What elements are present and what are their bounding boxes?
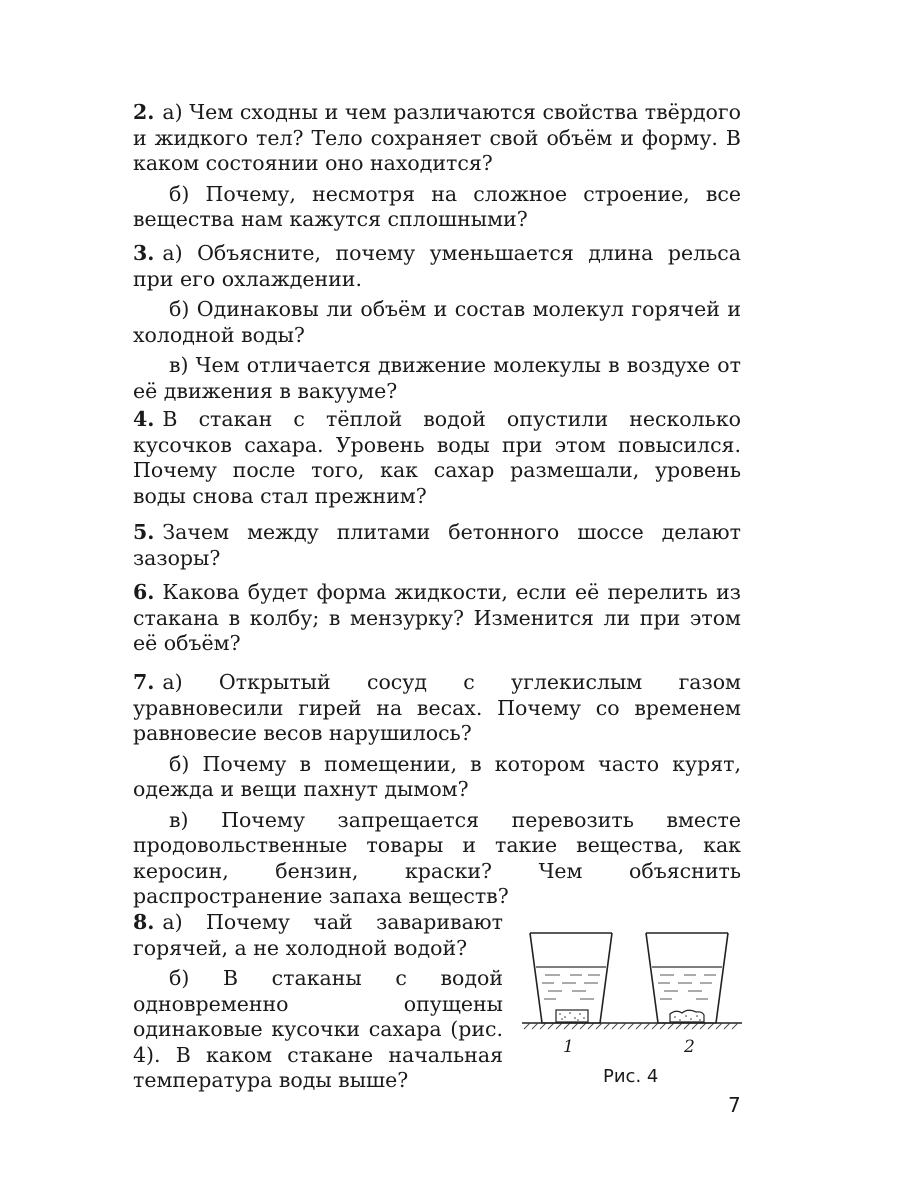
glass-1-label: 1	[563, 1037, 574, 1057]
glass-2-label: 2	[684, 1037, 695, 1057]
water-lines	[658, 975, 716, 999]
glasses-illustration	[520, 925, 745, 1050]
problem-number: 7.	[133, 670, 155, 694]
problem-7	[133, 670, 741, 910]
dissolving-sugar	[670, 1010, 704, 1022]
problem-3	[133, 241, 741, 404]
problem-6-text	[133, 580, 741, 657]
problem-number: 2.	[133, 100, 155, 124]
problem-3-part-a	[133, 241, 741, 292]
problem-number: 8.	[133, 910, 155, 934]
problem-7-part-b: б) Почему в помещении, в котором часто курят, одежда и вещи пахнут дымом?	[133, 751, 741, 801]
problem-2	[133, 100, 741, 233]
problem-text: а) Чем сходны и чем различаются свойства твёрдого и жидкого тел? Тело сохраняет свой объём и форму. В каком состоянии оно находится?	[133, 100, 741, 175]
problem-text: Какова будет форма жидкости, если её перелить из стакана в колбу; в мензурку? Изменится ли при этом её объём?	[133, 580, 741, 655]
problem-7-part-c: в) Почему запрещается перевозить вместе продовольственные товары и такие вещества, как керосин, бензин, краски? Чем объяснить распространение запаха веществ?	[133, 807, 741, 908]
problem-number: 4.	[133, 407, 155, 431]
problem-3-part-c: в) Чем отличается движение молекулы в воздухе от её движения в вакууме?	[133, 353, 741, 403]
figure-caption: Рис. 4	[603, 1066, 659, 1087]
problem-3-part-b: б) Одинаковы ли объём и состав молекул горячей и холодной воды?	[133, 297, 741, 347]
problem-8	[133, 910, 503, 1094]
problem-7-part-a	[133, 670, 741, 747]
problem-8-part-a	[133, 910, 503, 961]
problem-number: 6.	[133, 580, 155, 604]
table-hatching	[524, 1023, 738, 1029]
problem-8-part-b: б) В стаканы с водой одновременно опущены одинаковые кусочки сахара (рис. 4). В каком стакане начальная температура воды выше?	[133, 966, 503, 1092]
problem-text: а) Объясните, почему уменьшается длина рельса при его охлаждении.	[133, 241, 741, 291]
problem-4-text	[133, 407, 741, 509]
problem-number: 3.	[133, 241, 155, 265]
problem-2-part-a	[133, 100, 741, 177]
problem-text: а) Почему чай заваривают горячей, а не холодной водой?	[133, 910, 503, 960]
problem-4	[133, 407, 741, 509]
problem-5-text	[133, 520, 741, 571]
problem-6	[133, 580, 741, 657]
glass-2	[646, 933, 728, 1023]
problem-2-part-b: б) Почему, несмотря на сложное строение, все вещества нам кажутся сплошными?	[133, 181, 741, 231]
sugar-cube	[556, 1010, 588, 1022]
problem-number: 5.	[133, 520, 155, 544]
problem-text: В стакан с тёплой водой опустили несколько кусочков сахара. Уровень воды при этом повысился. Почему после того, как сахар размешали, уровень воды снова стал прежним?	[133, 407, 741, 508]
problem-text: Зачем между плитами бетонного шоссе делают зазоры?	[133, 520, 741, 570]
page-number: 7	[728, 1093, 741, 1117]
problem-5	[133, 520, 741, 571]
glass-1	[530, 933, 612, 1023]
problem-text: а) Открытый сосуд с углекислым газом уравновесили гирей на весах. Почему со временем равновесие весов нарушилось?	[133, 670, 741, 745]
water-lines	[542, 975, 600, 999]
